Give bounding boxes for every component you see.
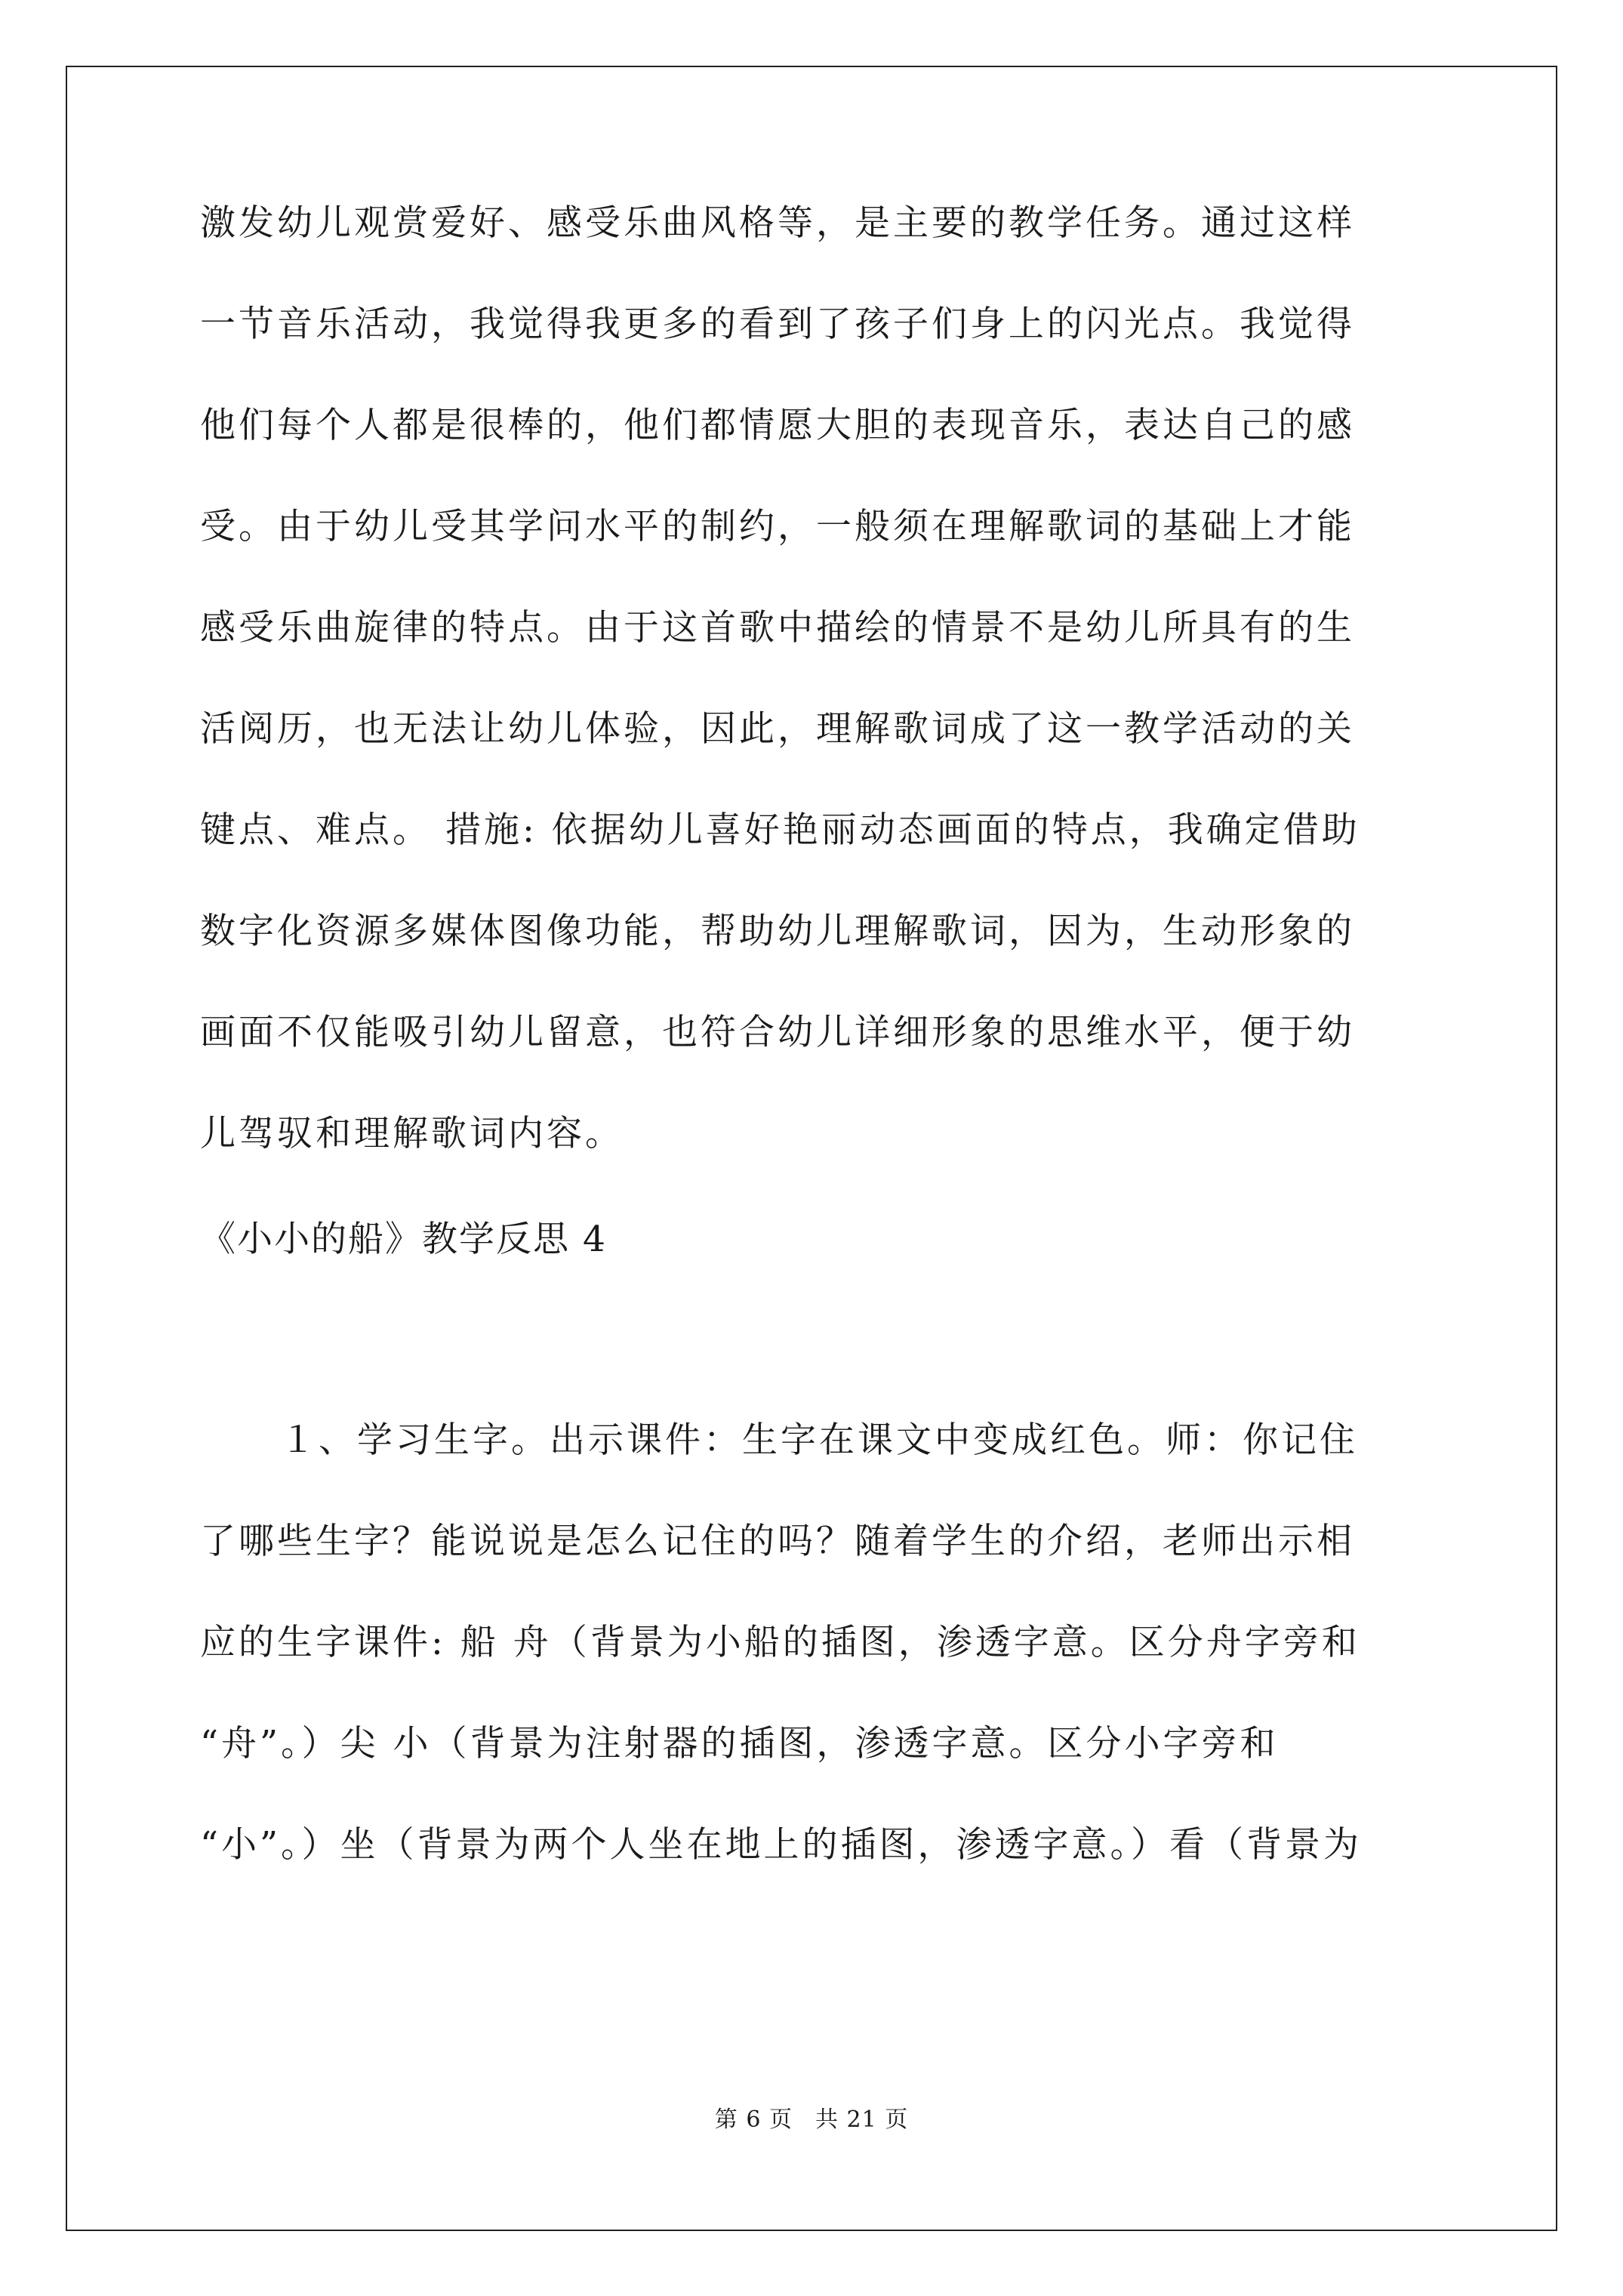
text-line: １、学习生字。出示课件：生字在课文中变成红色。师：你记住 [280,1419,1358,1461]
text-line: 画面不仅能吸引幼儿留意，也符合幼儿详细形象的思维水平，便于幼 [200,1012,1355,1053]
text-line: 他们每个人都是很棒的，他们都情愿大胆的表现音乐，表达自己的感 [200,405,1355,446]
text-line: 了哪些生字？能说说是怎么记住的吗？随着学生的介绍，老师出示相 [200,1521,1355,1562]
text-line: “舟”。）尖 小（背景为注射器的插图，渗透字意。区分小字旁和 [200,1723,1279,1764]
text-line: 应的生字课件: 船 舟（背景为小船的插图，渗透字意。区分舟字旁和 [200,1622,1360,1663]
text-line: 键点、难点。 措施: 依据幼儿喜好艳丽动态画面的特点，我确定借助 [200,809,1360,851]
text-line: 感受乐曲旋律的特点。由于这首歌中描绘的情景不是幼儿所具有的生 [200,607,1355,649]
page-number: 第 6 页 [714,2106,793,2133]
page-total: 共 21 页 [815,2106,909,2133]
text-line: 受。由于幼儿受其学问水平的制约，一般须在理解歌词的基础上才能 [200,506,1355,547]
text-line: “小”。）坐（背景为两个人坐在地上的插图，渗透字意。）看（背景为 [200,1824,1363,1866]
paragraph-1 [200,204,1423,1216]
paragraph-2 [200,1421,1423,1927]
document-body [200,204,1423,1927]
page-footer [0,2106,1623,2134]
text-line: 一节音乐活动，我觉得我更多的看到了孩子们身上的闪光点。我觉得 [200,304,1355,345]
section-gap [200,1321,1423,1421]
text-line: 儿驾驭和理解歌词内容。 [200,1113,624,1154]
text-line: 数字化资源多媒体图像功能，帮助幼儿理解歌词，因为，生动形象的 [200,911,1355,952]
text-line: 激发幼儿观赏爱好、感受乐曲风格等，是主要的教学任务。通过这样 [200,202,1355,244]
text-line: 活阅历，也无法让幼儿体验，因此，理解歌词成了这一教学活动的关 [200,708,1355,750]
section-heading: 《小小的船》教学反思 4 [200,1219,607,1260]
